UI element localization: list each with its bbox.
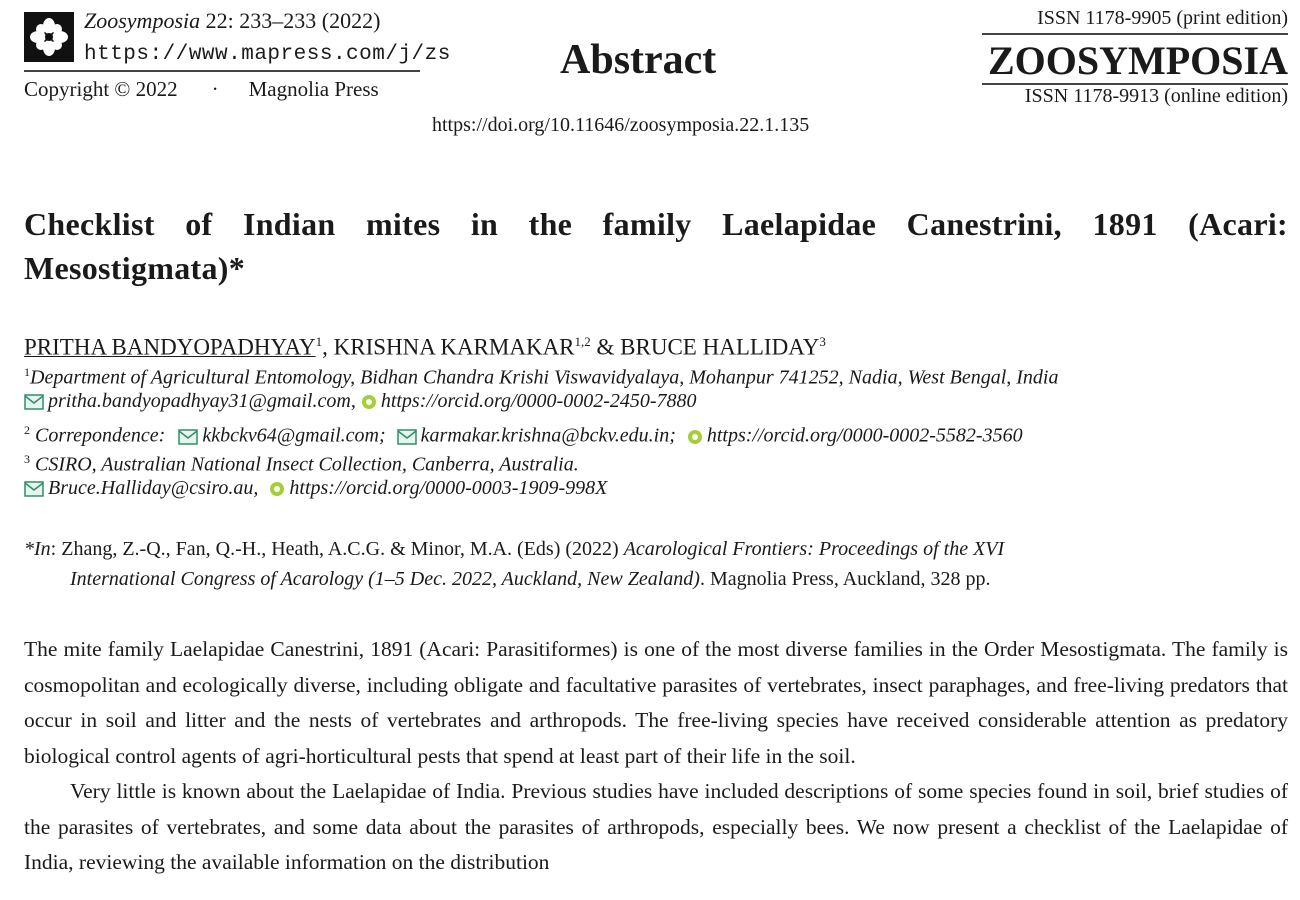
magnolia-flower-icon <box>24 12 74 62</box>
email-link[interactable]: kkbckv64@gmail.com; <box>202 424 386 447</box>
proceedings-reference <box>24 534 1288 594</box>
abstract-body <box>24 632 1288 881</box>
author-name: BRUCE HALLIDAY <box>620 334 820 360</box>
author-separator: & <box>590 334 621 360</box>
header-divider-right-top <box>982 33 1288 35</box>
copyright-text: Copyright © 2022 <box>24 77 178 101</box>
author-superscript: 1,2 <box>574 334 591 349</box>
book-title-part-1: Acarological Frontiers: Proceedings of the XVI <box>623 538 1005 560</box>
orcid-link[interactable]: https://orcid.org/0000-0003-1909-998X <box>289 477 608 499</box>
email-link[interactable]: karmakar.krishna@bckv.edu.in; <box>420 424 676 447</box>
orcid-icon <box>687 429 703 445</box>
body-paragraph-1: The mite family Laelapidae Canestrini, 1891 (Acari: Parasitiformes) is one of the most diverse families in the Order Mesostigmata. The family is cosmopolitan and ecologically diverse, including obligate and facultative parasites of vertebrates, insect paraphages, and free-living predators that occur in soil and litter and the nests of vertebrates and arthropods. The free-living species have received considerable attention as predatory biological control agents of agri-horticultural pests that spend at least part of their life in the soil. <box>24 637 1288 768</box>
reference-line-2 <box>24 564 1288 594</box>
in-label: *In <box>24 538 51 560</box>
paper-title: Checklist of Indian mites in the family Laelapidae Canestrini, 1891 (Acari: Mesostigmata)* <box>24 206 1288 286</box>
author-name: KRISHNA KARMAKAR <box>333 334 575 360</box>
affiliation-superscript: 1 <box>24 365 30 379</box>
author-separator: , <box>322 334 334 360</box>
affiliation-text: CSIRO, Australian National Insect Collection, Canberra, Australia. <box>35 453 579 476</box>
journal-title: ZOOSYMPOSIA <box>987 38 1288 83</box>
issn-online: ISSN 1178-9913 (online edition) <box>1024 85 1288 107</box>
affiliation-3-contacts <box>24 474 607 502</box>
orcid-link[interactable]: https://orcid.org/0000-0002-2450-7880 <box>380 390 697 412</box>
book-title-part-2: International Congress of Acarology (1–5 Dec. 2022, Auckland, New Zealand) <box>70 568 700 590</box>
author-name[interactable]: PRITHA BANDYOPADHYAY <box>24 334 316 360</box>
affiliation-1-contacts <box>24 387 697 415</box>
reference-line-1 <box>24 534 1288 564</box>
mail-icon <box>24 481 44 497</box>
issn-print: ISSN 1178-9905 (print edition) <box>1037 7 1288 29</box>
copyright-line <box>24 76 379 102</box>
affiliation-text: Department of Agricultural Entomology, Bidhan Chandra Krishi Viswavidyalaya, Mohanpur 741252, Nadia, West Bengal, India <box>30 366 1059 389</box>
email-link[interactable]: Bruce.Halliday@csiro.au, <box>48 477 259 499</box>
orcid-link[interactable]: https://orcid.org/0000-0002-5582-3560 <box>706 424 1023 447</box>
body-paragraph-2: Very little is known about the Laelapidae of India. Previous studies have included descriptions of some species found in soil, brief studies of the parasites of vertebrates, and some data about the parasites of arthropods, especially bees. We now present a checklist of the Laelapidae of India, reviewing the available information on the distribution <box>24 779 1288 874</box>
author-superscript: 1 <box>315 334 323 349</box>
affiliation-superscript: 2 <box>24 423 30 437</box>
mail-icon <box>178 429 198 445</box>
author-superscript: 3 <box>819 334 826 349</box>
publisher-info: . Magnolia Press, Auckland, 328 pp. <box>699 568 991 590</box>
journal-url-link[interactable]: https://www.mapress.com/j/zs <box>84 43 451 66</box>
mail-icon <box>397 429 417 445</box>
header-divider-left <box>24 70 420 72</box>
comma-separator: , <box>350 390 361 412</box>
orcid-icon <box>361 394 377 410</box>
journal-name: Zoosymposia <box>84 8 201 33</box>
section-label: Abstract <box>560 37 717 83</box>
doi-link[interactable]: https://doi.org/10.11646/zoosymposia.22.1.135 <box>432 114 810 136</box>
separator-dot: · <box>211 77 219 101</box>
journal-volume: 22: 233–233 (2022) <box>205 8 381 33</box>
mail-icon <box>24 394 44 410</box>
orcid-icon <box>269 481 285 497</box>
author-list <box>24 328 826 362</box>
publisher-name: Magnolia Press <box>248 77 379 101</box>
affiliation-superscript: 3 <box>24 452 30 466</box>
correspondence-label: Correpondence: <box>35 424 166 447</box>
reference-editors: : Zhang, Z.-Q., Fan, Q.-H., Heath, A.C.G. & Minor, M.A. (Eds) (2022) <box>50 538 624 560</box>
email-link[interactable]: pritha.bandyopadhyay31@gmail.com <box>48 390 351 412</box>
journal-citation <box>84 8 380 34</box>
